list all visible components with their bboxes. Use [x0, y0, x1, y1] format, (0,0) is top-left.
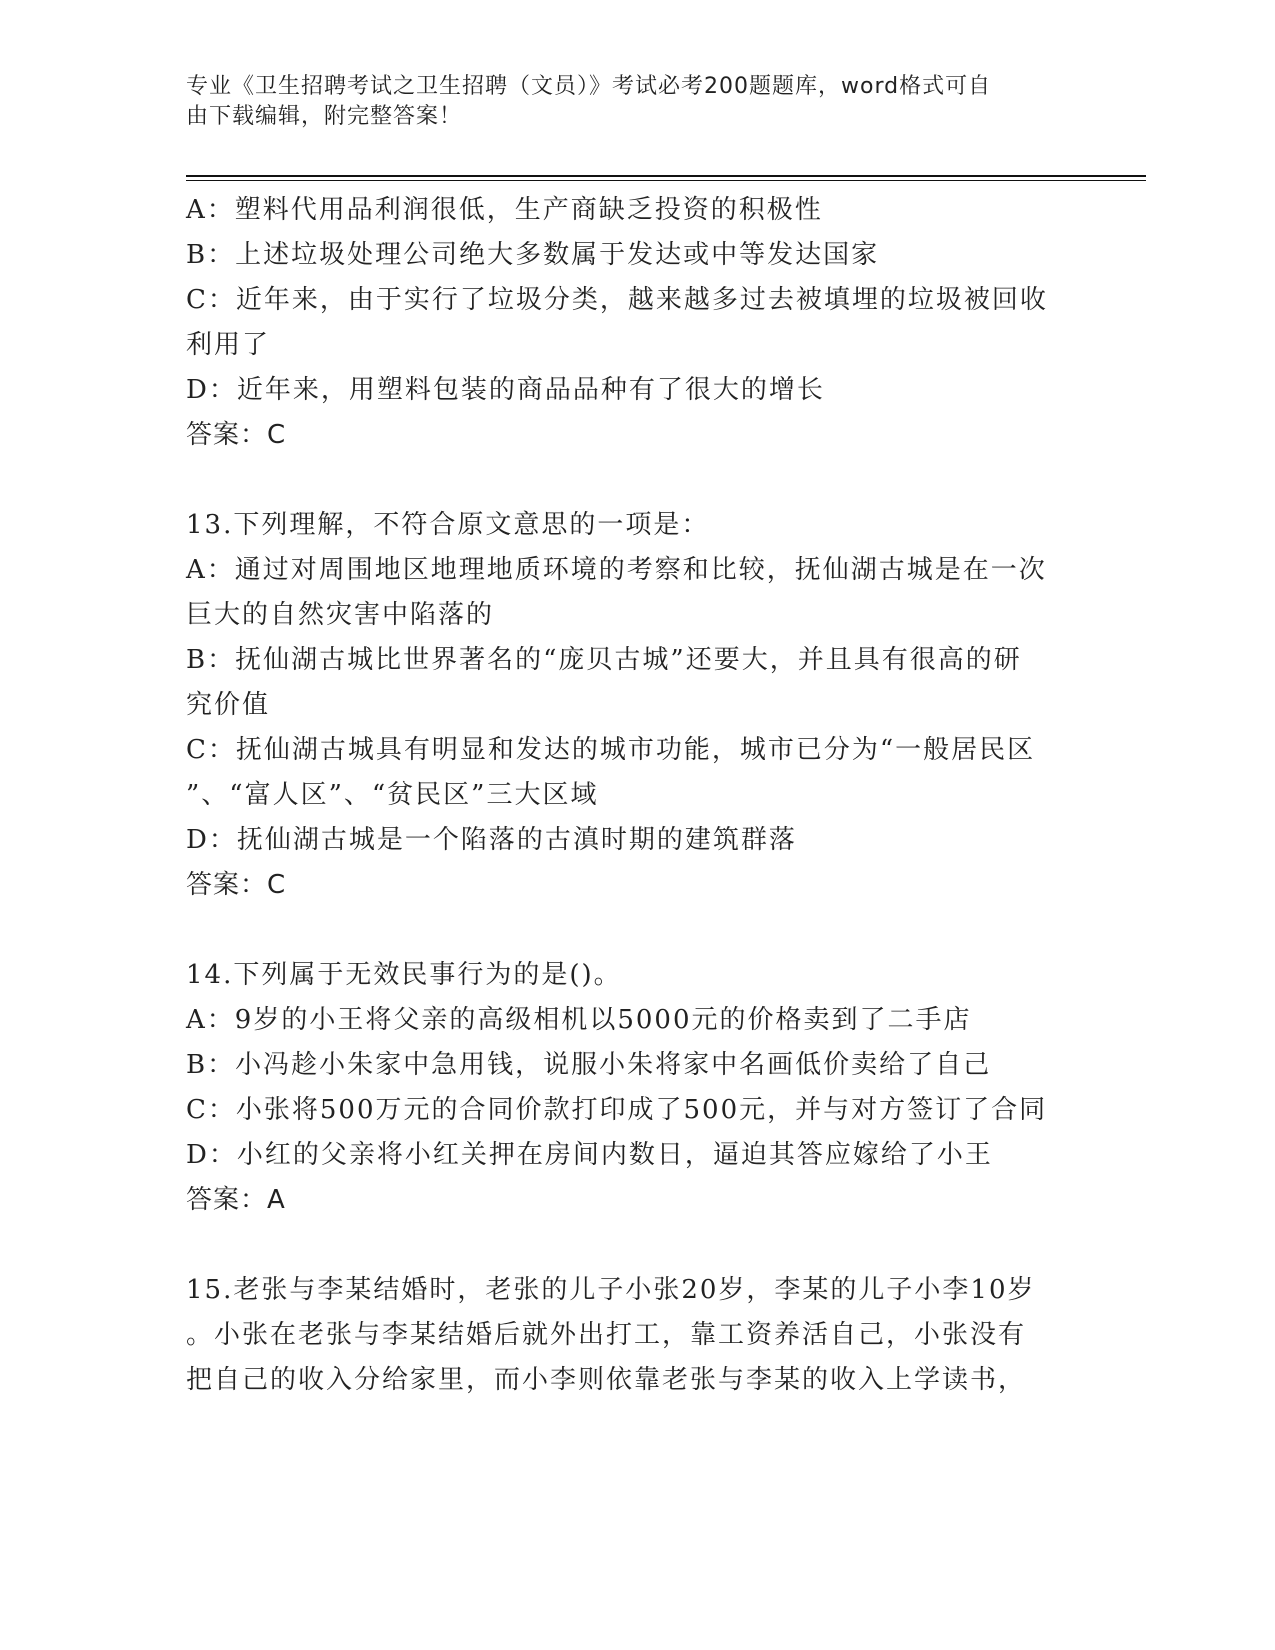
q15-stem-line-2: 。小张在老张与李某结婚后就外出打工，靠工资养活自己，小张没有 — [186, 1320, 1027, 1350]
q14-option-b: B：小冯趁小朱家中急用钱，说服小朱将家中名画低价卖给了自己 — [186, 1050, 992, 1080]
q13-option-c: C：抚仙湖古城具有明显和发达的城市功能，城市已分为“一般居民区 — [186, 735, 1036, 765]
q14-stem: 14.下列属于无效民事行为的是()。 — [186, 960, 622, 990]
q13-option-a-cont: 巨大的自然灾害中陷落的 — [186, 600, 495, 630]
q14-option-c: C：小张将500万元的合同价款打印成了500元，并与对方签订了合同 — [186, 1095, 1048, 1125]
q12-option-c-cont: 利用了 — [186, 330, 271, 360]
header-rule-thin — [186, 180, 1146, 181]
q13-option-c-cont: ”、“富人区”、“贫民区”三大区域 — [186, 780, 599, 810]
q13-option-b: B：抚仙湖古城比世界著名的“庞贝古城”还要大，并且具有很高的研 — [186, 645, 1022, 675]
document-body — [186, 188, 1066, 1403]
question-13-block — [186, 503, 1066, 908]
q13-option-a: A：通过对周围地区地理地质环境的考察和比较，抚仙湖古城是在一次 — [186, 555, 1047, 585]
q13-option-d: D：抚仙湖古城是一个陷落的古滇时期的建筑群落 — [186, 825, 797, 855]
q14-option-d: D：小红的父亲将小红关押在房间内数日，逼迫其答应嫁给了小王 — [186, 1140, 993, 1170]
question-15-block — [186, 1268, 1066, 1403]
question-14-block — [186, 953, 1066, 1223]
document-header — [186, 72, 1066, 132]
q12-option-d: D：近年来，用塑料包装的商品品种有了很大的增长 — [186, 375, 825, 405]
q12-option-a: A：塑料代用品利润很低，生产商缺乏投资的积极性 — [186, 195, 823, 225]
q12-option-c: C：近年来，由于实行了垃圾分类，越来越多过去被填埋的垃圾被回收 — [186, 285, 1048, 315]
header-rule-thick — [186, 175, 1146, 177]
q12-option-b: B：上述垃圾处理公司绝大多数属于发达或中等发达国家 — [186, 240, 880, 270]
q15-stem-line-3: 把自己的收入分给家里，而小李则依靠老张与李某的收入上学读书， — [186, 1365, 1027, 1395]
spacer — [186, 1223, 1066, 1268]
q15-stem-line-1: 15.老张与李某结婚时，老张的儿子小张20岁，李某的儿子小李10岁 — [186, 1275, 1036, 1305]
spacer — [186, 458, 1066, 503]
q13-answer: 答案：C — [186, 870, 287, 900]
header-line-2: 由下载编辑，附完整答案！ — [186, 104, 463, 129]
q14-option-a: A：9岁的小王将父亲的高级相机以5000元的价格卖到了二手店 — [186, 1005, 972, 1035]
q12-answer: 答案：C — [186, 420, 287, 450]
question-12-block — [186, 188, 1066, 458]
q13-stem: 13.下列理解，不符合原文意思的一项是： — [186, 510, 710, 540]
q13-option-b-cont: 究价值 — [186, 690, 271, 720]
spacer — [186, 908, 1066, 953]
q14-answer: 答案：A — [186, 1185, 286, 1215]
header-line-1: 专业《卫生招聘考试之卫生招聘（文员）》考试必考200题题库，word格式可自 — [186, 74, 992, 99]
